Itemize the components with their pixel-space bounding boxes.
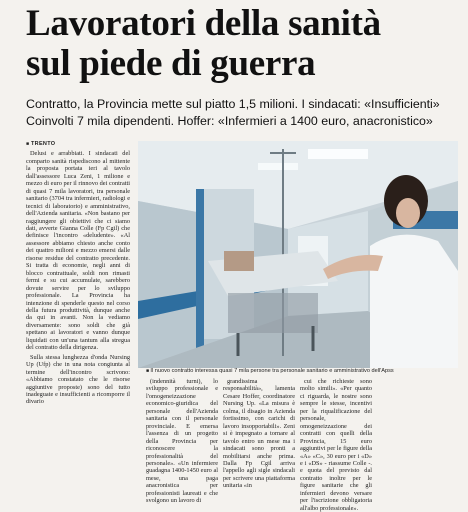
article-column-2 [146,378,218,505]
article-paragraph: Delusi e arrabbiati. I sindacati del comparto sanità rispediscono al mittente la proposta portata ieri al tavolo dall'assessore Luca Zeni, 1 milione e mezzo di euro per il rinnovo dei contratti di quasi 7 mila lavoratori, tra personale sanitario (3704 tra infermieri, radiologi e tecnici di laboratorio) e amministrativo, dell'Azienda sanitaria. «Non bastano per raggiungere gli obiettivi che ci siamo dati, avverte Gianna Colle (Fp Cgil) che definisce l'incontro «deludente». «Al assessore abbiamo chiesto anche conto dei quattro milioni e mezzo emersi dalle risorse residue del contratto precedente. Si tratta di economie, negli anni di blocco contrattuale, soldi non rimasti fermi e su cui accumulate, sarebbero dovute servire per lo sviluppo professionale. La Provincia ha intenzione di spenderle questo nel corso della futura produttività, dunque anche da qui in avanti. Non la vediamo diversamente: sono soldi che già spettano ai lavoratori e vanno dunque liquidati con un'una tantum alla stregua del contratto della dirigenza. [26,150,130,352]
dateline: ■ TRENTO [26,141,130,148]
article-paragraph: (indennità turni), lo sviluppo professionale e l'omogeneizzazione economico-giuridica del personale dell'Azienda sanitaria con il personale provinciale. E emersa l'assenza di un progetto della Provincia per riconoscere la professionalità del personale». «Un infermiere guadagna 1400-1450 euro al mese, una paga anacronistica per professionisti laureati e che svolgono un lavoro di [146,378,218,505]
article-column-1 [26,141,130,473]
hospital-corridor-photo [138,141,458,368]
article-column-3 [223,378,295,490]
article-paragraph: Sulla stessa lunghezza d'onda Nursing Up (Ufp) che in una nota congiunta al termine dell'incontro scrivono: «Abbiamo constatato che le risorse aggiuntive proposte) sono del tutto inadeguate e insufficienti a ricomporre il divario [26,353,130,406]
headline [26,4,456,84]
subheadline-line-2: Coinvolti 7 mila dipendenti. Hoffer: «Infermieri a 1400 euro, anacronistico» [26,114,433,128]
article-column-4 [300,378,372,512]
photo-caption: ■ Il nuovo contratto interessa quasi 7 mila persone tra personale sanitario e amministrativo dell'Apss [146,368,458,375]
subheadline-line-1: Contratto, la Provincia mette sul piatto 1,5 milioni. I sindacati: «Insufficienti» [26,97,440,111]
subheadline [26,96,466,130]
article-paragraph: cui che richieste sono molto simili». «Per quanto ci riguarda, le nostre sono sempre le stesse, incentivi per la riqualificazione del personale, omogeneizzazione dei contratti con quelli della Provincia, 15 euro aggiuntivi per le figure della «A» «C», 30 euro per i «D» e i «DS» - riassume Colle -. e quota del previsto dal contratto inoltre per le figure sanitarie che gli infermieri devono versare per l'iscrizione obbligatoria all'albo professionale». [300,378,372,512]
article-photo [138,141,458,368]
headline-line-2: sul piede di guerra [26,43,316,84]
headline-line-1: Lavoratori della sanità [26,3,381,44]
article-column-5 [377,378,449,474]
article-paragraph: grandissima responsabilità», lamenta Cesare Hoffer, coordinatore Nursing Up. «La misura è colma, il disagio in Azienda fortissimo, con carichi di lavoro insopportabili». Zeni si è impegnato a tornare al tavolo entro un mese ma i sindacati sono pronti a mobilitarsi anche prima. Dalla Fp Cgil arriva l'appello agli sigle sindacali per scrivere una piattaforma unitaria «in [223,378,295,490]
